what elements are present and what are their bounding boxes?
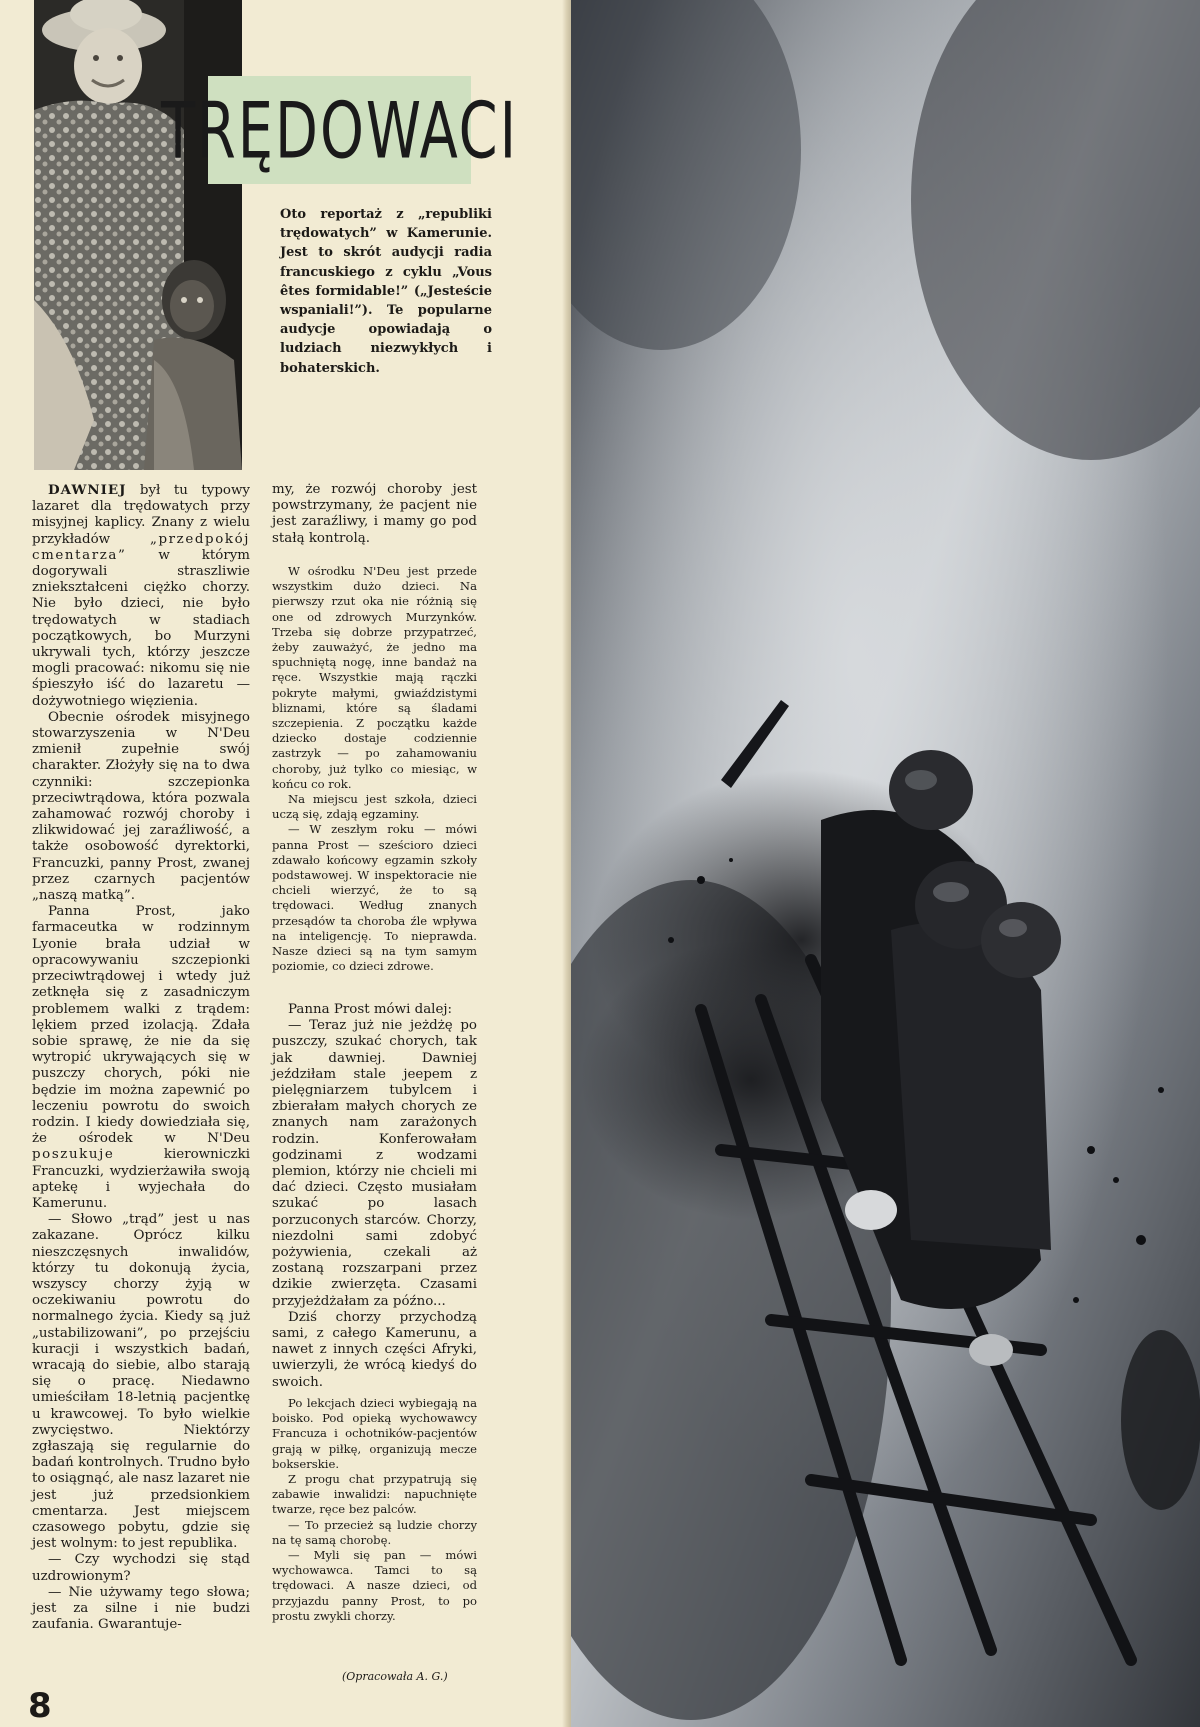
column-2-small-b xyxy=(272,1396,477,1624)
paragraph: — Teraz już nie jeżdżę po puszczy, szukać chorych, tak jak dawniej. Dawniej jeździłam stale jeepem z pielęgniarzem tubylcem i zbierałam małych chorych ze znanych nam zarażonych rodzin. Konferowałam godzinami z wodzami plemion, którzy nie chcieli mi dać dzieci. Często musiałam szukać po lasach porzuconych starców. Chorzy, niezdolni sami zdobyć pożywienia, czekali aż zostaną rozszarpani przez dzikie zwierzęta. Czasami przyjeżdżałam za późno... xyxy=(272,1018,477,1309)
text: „przedpokój cmentarza” xyxy=(32,531,250,563)
text: poszukuje xyxy=(32,1147,115,1163)
title-box xyxy=(160,76,519,184)
column-2-middle xyxy=(272,1002,477,1391)
paragraph: W ośrodku N'Deu jest przede wszystkim dużo dzieci. Na pierwszy rzut oka nie różnią się one od zdrowych Murzynków. Trzeba się dobrze przypatrzeć, żeby zauważyć, że jedno ma spuchniętą nogę, inne bandaż na ręce. Wszystkie mają rączki pokryte małymi, gwiaździstymi bliznami, które są śladami szczepienia. Z początku każde dziecko dostaje codziennie zastrzyk — po zahamowaniu choroby, już tylko co miesiąc, w końcu co rok. xyxy=(272,564,477,791)
paragraph xyxy=(32,904,250,1212)
text: był tu typowy lazaret dla trędowatych przy misyjnej kaplicy. Znany z wielu przykładów xyxy=(32,483,250,547)
paragraph: my, że rozwój choroby jest powstrzymany, że pacjent nie jest zaraźliwy, i mamy go pod stałą kontrolą. xyxy=(272,482,477,546)
paragraph: — Nie używamy tego słowa; jest za silne i nie budzi zaufania. Gwarantuje- xyxy=(32,1584,250,1633)
paragraph: Na miejscu jest szkoła, dzieci uczą się, zdają egzaminy. xyxy=(272,792,477,822)
text: w którym dogorywali straszliwie zniekształceni ciężko chorzy. Nie było dzieci, nie było trędowatych w stadiach początkowych, bo Murzyni ukrywali tych, którzy jeszcze mogli pracować: nikomu się nie śpieszyło iść do lazaretu — dożywotniego więzienia. xyxy=(32,547,250,709)
paragraph: — Myli się pan — mówi wychowawca. Tamci to są trędowaci. A nasze dzieci, od przyjazdu panny Prost, to po prostu zwykli chorzy. xyxy=(272,1548,477,1623)
drop-word: DAWNIEJ xyxy=(48,482,127,498)
column-1 xyxy=(32,482,250,1633)
paragraph: — W zeszłym roku — mówi panna Prost — sześcioro dzieci zdawało końcowy egzamin szkoły podstawowej. W inspektoracie nie chcieli wierzyć, że to są trędowaci. Według znanych przesądów ta choroba źle wpływa na inteligencję. To nieprawda. Nasze dzieci są na tym samym poziomie, co dzieci zdrowe. xyxy=(272,822,477,974)
text: kierowniczki Francuzki, wydzierżawiła swoją aptekę i wyjechała do Kamerunu. xyxy=(32,1147,250,1211)
bobsleigh-photo xyxy=(571,0,1200,1727)
paragraph: Obecnie ośrodek misyjnego stowarzyszenia w N'Deu zmienił zupełnie swój charakter. Złożyły się na to dwa czynniki: szczepionka przeciwtrądowa, która pozwala zahamować rozwój choroby i zlikwidować jej zaraźliwość, a także osobowość dyrektorki, Francuzki, panny Prost, zwanej przez czarnych pacjentów „naszą matką”. xyxy=(32,709,250,904)
paragraph: Po lekcjach dzieci wybiegają na boisko. Pod opieką wychowawcy Francuza i ochotników-pacjentów grają w piłkę, organizują mecze bokserskie. xyxy=(272,1396,477,1471)
paragraph: — Czy wychodzi się stąd uzdrowionym? xyxy=(32,1552,250,1584)
paragraph: — To przecież są ludzie chorzy na tę samą chorobę. xyxy=(272,1517,477,1547)
paragraph: Dziś chorzy przychodzą sami, z całego Kamerunu, a nawet z innych części Afryki, uwierzyli, że wrócą kiedyś do swoich. xyxy=(272,1309,477,1390)
article-title: TRĘDOWACI xyxy=(160,84,519,176)
column-2-top xyxy=(272,482,477,547)
page-number: 8 xyxy=(28,1686,52,1726)
woman-child-photo xyxy=(34,0,242,470)
author-credit: (Opracowała A. G.) xyxy=(342,1670,448,1683)
paragraph xyxy=(32,482,250,710)
text: Panna Prost, jako farmaceutka w rodzinnym Lyonie brała udział w opracowywaniu szczepionki przeciwtrądowej i wtedy już zetknęła się z zasadniczym problemem walki z trądem: lękiem przed izolacją. Zdała sobie sprawę, że nie da się wytropić ukrywających się w puszczy chorych, póki nie będzie im można zapewnić po leczeniu powrotu do swoich rodzin. I kiedy dowiedziała się, że ośrodek w N'Deu xyxy=(32,904,250,1147)
column-2-small-a xyxy=(272,564,477,974)
lead-paragraph: Oto reportaż z „republiki trędowatych” w Kamerunie. Jest to skrót audycji radia francuskiego z cyklu „Vous êtes formidable!” („Jesteście wspaniali!”). Te popularne audycje opowiadają o ludziach niezwykłych i bohaterskich. xyxy=(280,207,492,376)
paragraph: Z progu chat przypatrują się zabawie inwalidzi: napuchnięte twarze, ręce bez palców. xyxy=(272,1472,477,1517)
paragraph: Panna Prost mówi dalej: xyxy=(288,1002,453,1017)
paragraph: — Słowo „trąd” jest u nas zakazane. Oprócz kilku nieszczęsnych inwalidów, którzy tu dokonują życia, wszyscy chorzy żyją w oczekiwaniu powrotu do normalnego życia. Kiedy są już „ustabilizowani”, po przejściu kuracji i wszystkich badań, wracają do siebie, albo starają się o pracę. Niedawno umieściłam 18-letnią pacjentkę u krawcowej. To było wielkie zwycięstwo. Niektórzy zgłaszają się regularnie do badań kontrolnych. Trudno było to osiągnąć, ale nasz lazaret nie jest już przedsionkiem cmentarza. Jest miejscem czasowego pobytu, gdzie się jest wolnym: to jest republika. xyxy=(32,1212,250,1552)
